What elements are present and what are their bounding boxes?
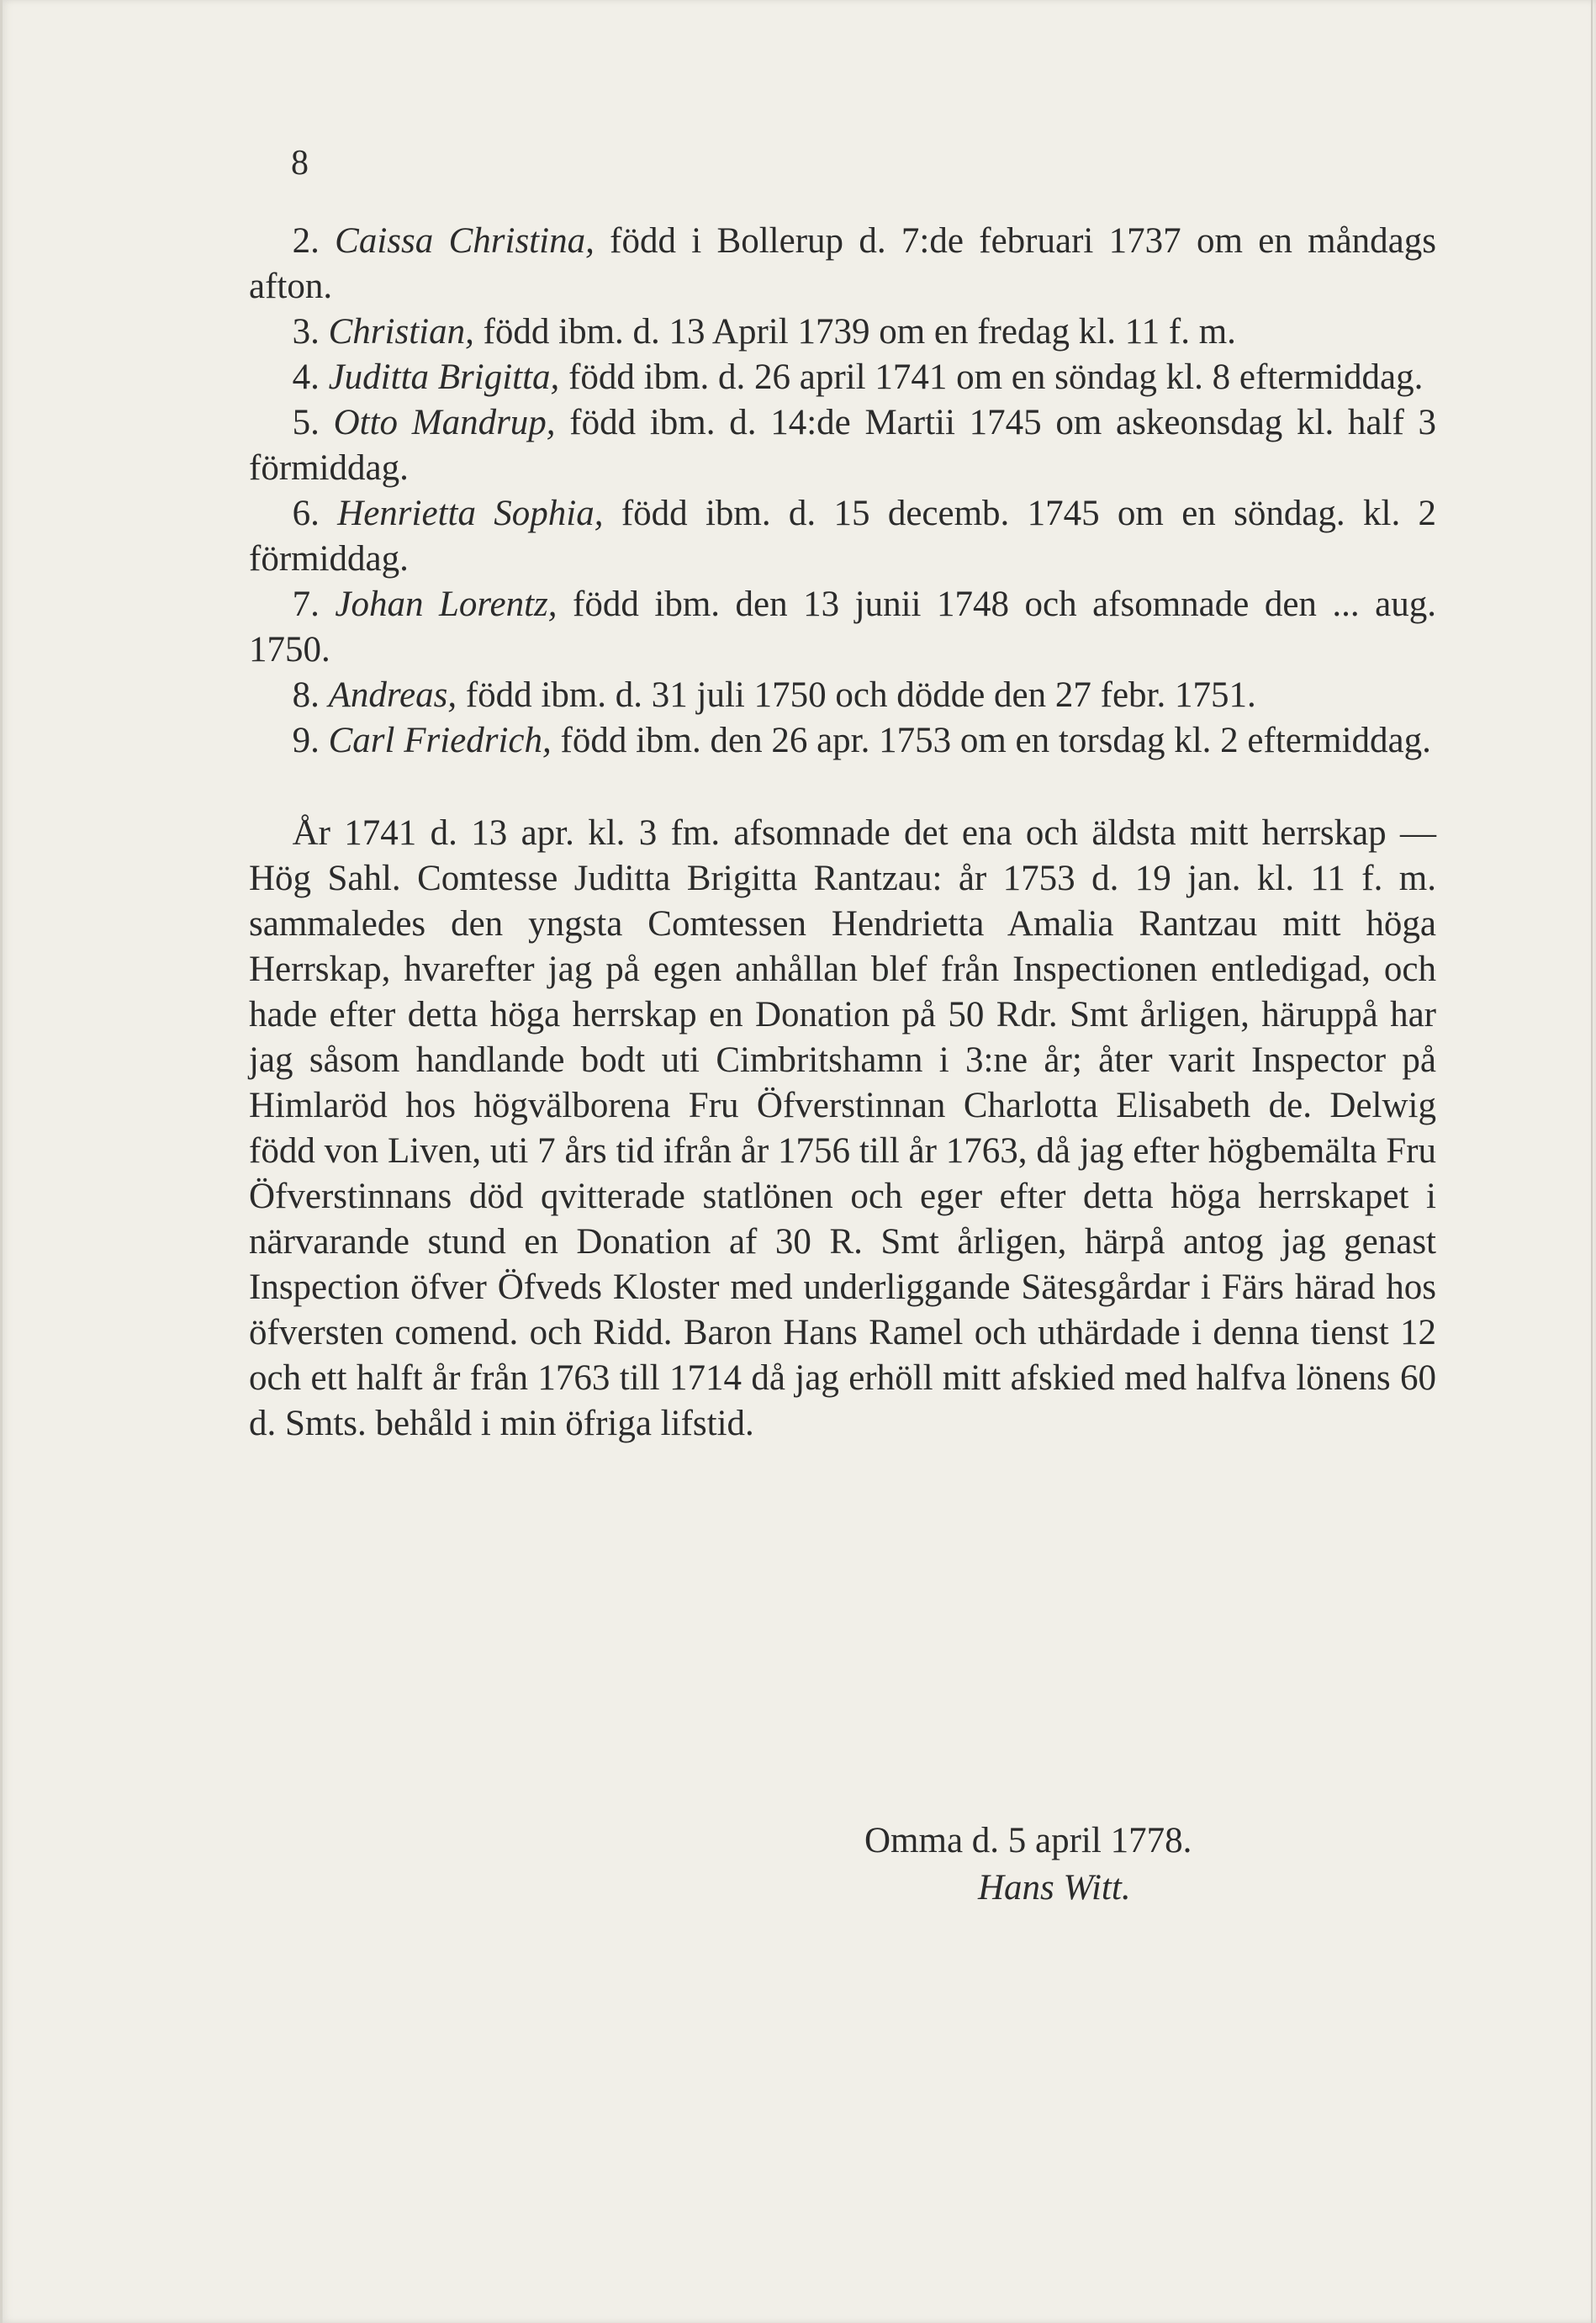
entry-number: 4. — [292, 357, 320, 397]
entry-text: född ibm. den 26 apr. 1753 om en torsdag kl. 2 eftermiddag. — [560, 721, 1431, 760]
entry — [249, 400, 1436, 491]
entry-number: 7. — [292, 585, 320, 624]
child-name: Andreas, — [328, 675, 457, 715]
entry-text: född ibm. d. 13 April 1739 om en fredag kl. 11 f. m. — [483, 312, 1236, 352]
entry-text: född ibm. d. 14:de Martii 1745 om askeonsdag kl. half 3 förmiddag. — [249, 403, 1437, 488]
entry — [249, 355, 1436, 400]
entry-number: 3. — [292, 312, 320, 352]
entry-number: 2. — [292, 221, 320, 261]
entry-text: född ibm. d. 31 juli 1750 och dödde den 27 febr. 1751. — [465, 675, 1256, 715]
entry-text: född ibm. d. 15 decemb. 1745 om en söndag. kl. 2 förmiddag. — [249, 494, 1437, 579]
child-name: Juditta Brigitta, — [328, 357, 560, 397]
child-name: Otto Mandrup, — [333, 403, 556, 442]
entry-number: 5. — [292, 403, 320, 442]
child-name: Johan Lorentz, — [335, 585, 558, 624]
page-edge — [1591, 0, 1593, 2323]
entry-text: född ibm. d. 26 april 1741 om en söndag kl. 8 eftermiddag. — [568, 357, 1424, 397]
entry — [249, 718, 1436, 764]
entry-text: född ibm. den 13 junii 1748 och afsomnade den ... aug. 1750. — [249, 585, 1437, 669]
entry-text: född i Bollerup d. 7:de februari 1737 om en måndags afton. — [249, 221, 1437, 306]
entry — [249, 310, 1436, 355]
child-name: Caissa Christina, — [335, 221, 595, 261]
place-date: Omma d. 5 april 1778. — [864, 1821, 1192, 1860]
narrative-paragraph: År 1741 d. 13 apr. kl. 3 fm. afsomnade det ena och äldsta mitt herrskap — Hög Sahl. Comtesse Juditta Brigitta Rantzau: år 1753 d. 19 jan. kl. 11 f. m. sammaledes den yngsta Comtessen Hendrietta Amalia Rantzau mitt höga Herrskap, hvarefter jag på egen anhållan blef från Inspectionen entledigad, och hade efter detta höga herrskap en Donation på 50 Rdr. Smt årligen, häruppå har jag såsom handlande bodt uti Cimbritshamn i 3:ne år; åter varit Inspector på Himlaröd hos högvälborena Fru Öfverstinnan Charlotta Elisabeth de. Delwig född von Liven, uti 7 års tid ifrån år 1756 till år 1763, då jag efter högbemälta Fru Öfverstinnans död qvitterade statlönen och eger efter detta höga herrskapet i närvarande stund en Donation af 30 R. Smt årligen, härpå antog jag genast Inspection öfver Öfveds Kloster med underliggande Sätesgårdar i Färs härad hos öfversten comend. och Ridd. Baron Hans Ramel och uthärdade i denna tienst 12 och ett halft år från 1763 till 1714 då jag erhöll mitt afskied med halfva lönens 60 d. Smts. behåld i min öfriga lifstid. — [249, 813, 1436, 1443]
entry-number: 6. — [292, 494, 320, 533]
body-text — [249, 219, 1436, 1447]
page-number: 8 — [291, 144, 309, 183]
entry — [249, 219, 1436, 310]
entry — [249, 491, 1436, 582]
entry — [249, 673, 1436, 718]
child-name: Christian, — [328, 312, 474, 352]
child-name: Henrietta Sophia, — [337, 494, 604, 533]
child-name: Carl Friedrich, — [328, 721, 552, 760]
signature: Hans Witt. — [978, 1868, 1131, 1908]
entry — [249, 582, 1436, 673]
entry-number: 9. — [292, 721, 320, 760]
entry-number: 8. — [292, 675, 320, 715]
